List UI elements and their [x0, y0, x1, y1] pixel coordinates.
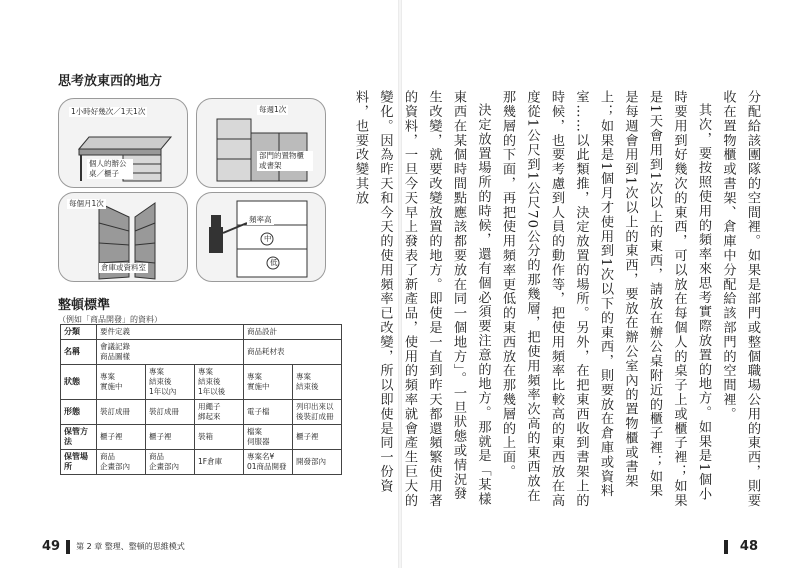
illustration-lockers: [196, 98, 326, 188]
left-footer: [42, 539, 185, 554]
right-footer: [724, 539, 758, 554]
right-page: [353, 0, 800, 568]
paragraph: 決定放置場所的時候，還有個必須要注意的地方。那就是「某樣東西在某個時間點應該都要放在同一個地方」。一旦狀態或情況發生改變，就要改變放置的地方。即使是一直到昨天都還頻繁使用著的資料，一旦今天早上發表了新產品，使用的頻率就會產生巨大的變化。因為昨天和今天的使用頻率已改變，所以即使是同一份資料，也要改變其放: [353, 90, 491, 508]
table-cell: 要件定義: [97, 325, 244, 340]
page-number-right: 48: [739, 539, 758, 554]
row-header: 狀態: [61, 365, 97, 400]
table-cell: 裝箱: [195, 425, 244, 450]
table-cell: 專案 結束後 1年以後: [195, 365, 244, 400]
standard-title: 整頓標準: [58, 298, 111, 313]
table-cell: 專案 實施中: [97, 365, 146, 400]
illustration-shelf-frequency: [196, 192, 326, 282]
page-number-left: 49: [42, 539, 61, 554]
table-cell: 專案 結束後 1年以內: [146, 365, 195, 400]
table-cell: 電子檔: [244, 400, 293, 425]
table-cell: 列印出來以 後裝訂成冊: [293, 400, 342, 425]
illustration-label: 每個月1次: [69, 199, 104, 208]
table-cell: 專案名¥ 01商品開發: [244, 450, 293, 475]
illustration-sublabel: 個人的辦公桌／櫃子: [87, 159, 133, 179]
shelf-frequency-drawing: [197, 193, 325, 281]
table-cell: 裝訂成冊: [146, 400, 195, 425]
illustration-desk: [58, 98, 188, 188]
standard-subtitle: （例如「商品開發」的資料）: [58, 315, 162, 324]
row-header: 分類: [61, 325, 97, 340]
table-cell: 開發部內: [293, 450, 342, 475]
body-text: [353, 90, 764, 510]
illustration-sublabel-mid: 中: [264, 234, 272, 243]
section-title: 思考放東西的地方: [58, 74, 163, 89]
table-cell: 用繩子 綁起來: [195, 400, 244, 425]
table-cell: 專案 結束後: [293, 365, 342, 400]
table-cell: 裝訂成冊: [97, 400, 146, 425]
row-header: 保管方法: [61, 425, 97, 450]
table-row: [61, 365, 342, 400]
page-bar: [724, 540, 728, 554]
table-cell: 商品 企畫部內: [97, 450, 146, 475]
table-cell: 櫃子裡: [97, 425, 146, 450]
paragraph: 其次，要按照使用的頻率來思考實際放置的地方。如果是1個小時要用到好幾次的東西，可以放在每個人的桌子上或櫃子裡；如果是1天會用到1次以上的東西，請放在辦公桌附近的櫃子裡；如果是每週會用到1次以上的東西，要放在辦公室內的置物櫃或書架上；如果是1個月才使用到1次以下的東西，則要放在倉庫或資料室……以此類推，決定放置的場所。另外，在把東西收到書架上的時候，也要考慮到人員的動作等，把使用頻率比較高的東西放在高度從1公尺到1公尺70公分的那幾層，把使用頻率次高的東西放在那幾層的下面，再把使用頻率更低的東西放在那幾層的上面。: [500, 90, 711, 508]
table-cell: 商品 企畫部內: [146, 450, 195, 475]
table-row: [61, 450, 342, 475]
illustration-sublabel: 倉庫或資料室: [101, 263, 146, 272]
table-cell: 檔案 伺服器: [244, 425, 293, 450]
standard-table: [60, 324, 342, 475]
row-header: 形態: [61, 400, 97, 425]
table-cell: 櫃子裡: [293, 425, 342, 450]
table-row: [61, 425, 342, 450]
illustration-label: 頻率高: [249, 215, 272, 224]
page-bar: [66, 540, 70, 554]
illustration-storage-room: [58, 192, 188, 282]
table-cell: 商品設計: [244, 325, 342, 340]
illustration-label: 每週1次: [259, 105, 287, 114]
illustration-sublabel-low: 低: [270, 258, 278, 267]
table-cell: 1F倉庫: [195, 450, 244, 475]
illustration-sublabel: 部門的置物櫃或書架: [257, 151, 313, 171]
row-header: 保管場所: [61, 450, 97, 475]
table-cell: 商品耗材表: [244, 340, 342, 365]
row-header: 名稱: [61, 340, 97, 365]
table-cell: 專案 實施中: [244, 365, 293, 400]
table-cell: 櫃子裡: [146, 425, 195, 450]
table-row: [61, 340, 342, 365]
paragraph: 分配給該團隊的空間裡。如果是部門或整個職場公用的東西，則要收在置物櫃或書架、倉庫中分配給該部門的空間裡。: [720, 90, 760, 508]
table-cell: 會議記錄 商品圖樣: [97, 340, 244, 365]
table-row: [61, 325, 342, 340]
running-head: 第 2 章 整理、整頓的思維模式: [76, 542, 185, 551]
table-row: [61, 400, 342, 425]
illustration-label: 1小時好幾次／1天1次: [71, 107, 146, 116]
